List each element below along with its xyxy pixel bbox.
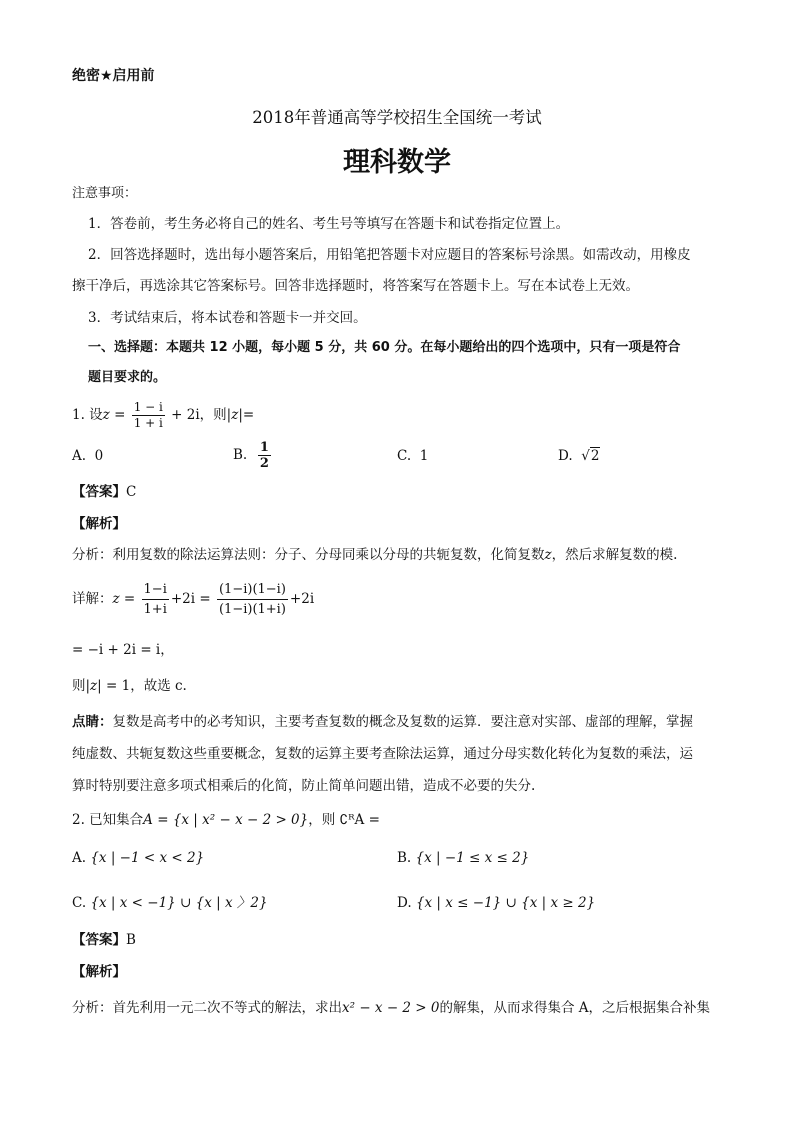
q1-comment-tag: 点睛： <box>72 714 113 730</box>
q1-comment-line3: 算时特别要注意多项式相乘后的化简，防止简单问题出错，造成不必要的失分. <box>72 778 536 794</box>
exam-title: 2018年普通高等学校招生全国统一考试 <box>252 108 542 127</box>
q2-analysis-tag: 【解析】 <box>72 964 126 980</box>
q1-step2: = −i + 2i = i， <box>72 642 174 658</box>
q2-prefix: 2. 已知集合 <box>72 812 144 828</box>
q1-detail-frac1-den: 1+i <box>143 602 167 617</box>
q1-option-b <box>233 440 273 471</box>
q1-answer-tag: 【答案】 <box>72 484 126 500</box>
q1-answer-value: C <box>126 484 137 500</box>
secret-label: 绝密★启用前 <box>72 68 155 84</box>
q1-step3-tail: = 1，故选 c. <box>101 678 187 694</box>
q2-option-a-value: {x | −1 < x < 2} <box>90 850 205 866</box>
q1-frac-num: 1 − i <box>133 400 163 414</box>
q1-option-a <box>72 446 103 466</box>
q2-analysis-tail: 的解集，从而求得集合 A，之后根据集合补集 <box>439 1000 711 1016</box>
q1-detail-plus1: +2i = <box>170 591 215 607</box>
note-item-1: 1．答卷前，考生务必将自己的姓名、考生号等填写在答题卡和试卷指定位置上。 <box>88 216 570 232</box>
q1-analysis-tag: 【解析】 <box>72 516 126 532</box>
question-2 <box>72 810 380 830</box>
note-item-3: 3．考试结束后，将本试卷和答题卡一并交回。 <box>88 310 367 326</box>
q2-tail: ，则 ∁ᴿA = <box>308 812 380 828</box>
q1-detail-eq: = <box>119 591 140 607</box>
q1-comment-line2: 纯虚数、共轭复数这些重要概念，复数的运算主要考查除法运算，通过分母实数化转化为复数的乘法，运 <box>72 746 693 762</box>
q1-detail-frac2-num: (1−i)(1−i) <box>217 580 288 600</box>
section-heading-line2: 题目要求的。 <box>88 370 167 385</box>
q1-option-b-label: B. <box>233 447 248 463</box>
q1-comment-line1 <box>72 712 693 732</box>
q2-option-c-value: {x | x < −1} ∪ {x | x 〉2} <box>90 895 268 911</box>
q1-detail-z: z <box>112 591 120 607</box>
q1-option-c-value: 1 <box>419 448 429 464</box>
q1-option-d-sqrt: √2 <box>581 448 600 464</box>
q1-fraction <box>132 400 165 431</box>
q1-step3 <box>72 676 187 696</box>
note-item-2-cont: 擦干净后，再选涂其它答案标号。回答非选择题时，将答案写在答题卡上。写在本试卷上无效。 <box>72 278 639 294</box>
q1-analysis <box>72 545 677 565</box>
q1-option-a-label: A. <box>72 448 87 464</box>
q2-analysis <box>72 998 710 1018</box>
q1-abs: |z| <box>226 407 243 423</box>
q1-option-b-num: 1 <box>259 440 269 455</box>
q1-option-c <box>397 446 428 466</box>
q2-answer-tag: 【答案】 <box>72 932 126 948</box>
q2-option-c <box>72 893 268 913</box>
q1-answer <box>72 482 136 502</box>
q1-detail-frac2-den: (1−i)(1+i) <box>218 602 286 617</box>
q1-detail-frac1-num: 1−i <box>142 580 169 600</box>
question-1 <box>72 400 254 431</box>
q2-option-d-label: D. <box>397 895 412 911</box>
q2-option-d-value: {x | x ≤ −1} ∪ {x | x ≥ 2} <box>415 895 596 911</box>
q1-step3-prefix: 则 <box>72 678 86 694</box>
q1-var-z: z <box>102 407 110 423</box>
q1-option-b-fraction <box>258 440 271 471</box>
q1-detail-plus2: +2i <box>289 591 315 607</box>
q1-option-d-radicand: 2 <box>590 448 600 464</box>
q2-option-b-label: B. <box>397 850 412 866</box>
q1-detail-prefix: 详解： <box>72 591 113 607</box>
q1-step3-abs: |z| <box>85 678 102 694</box>
q2-analysis-ineq: x² − x − 2 > 0 <box>342 1000 440 1016</box>
q2-option-c-label: C. <box>72 895 87 911</box>
q2-answer <box>72 930 136 950</box>
note-item-2: 2．回答选择题时，选出每小题答案后，用铅笔把答题卡对应题目的答案标号涂黑。如需改动，用橡皮 <box>88 247 691 263</box>
q2-option-a <box>72 848 204 868</box>
q2-answer-value: B <box>126 932 136 948</box>
q1-comment-text-1: 复数是高考中的必考知识，主要考查复数的概念及复数的运算．要注意对实部、虚部的理解，掌握 <box>112 714 693 730</box>
q1-frac-den: 1 + i <box>133 416 163 430</box>
subject-title: 理科数学 <box>343 147 451 178</box>
q1-analysis-text: 分析：利用复数的除法运算法则：分子、分母同乘以分母的共轭复数，化简复数 <box>72 547 545 563</box>
q2-option-b <box>397 848 529 868</box>
q2-analysis-prefix: 分析：首先利用一元二次不等式的解法，求出 <box>72 1000 342 1016</box>
q2-option-b-value: {x | −1 ≤ x ≤ 2} <box>415 850 530 866</box>
q2-option-a-label: A. <box>72 850 87 866</box>
section-heading-line1: 一、选择题：本题共 12 小题，每小题 5 分，共 60 分。在每小题给出的四个选项中，只有一项是符合 <box>88 340 681 355</box>
q1-detail-frac1 <box>142 580 169 619</box>
q1-analysis-z: z <box>544 547 552 563</box>
q1-detail <box>72 580 314 619</box>
q1-option-c-label: C. <box>397 448 412 464</box>
q1-plus: + 2i，则 <box>166 407 227 423</box>
q1-prefix: 1. 设 <box>72 407 103 423</box>
q1-option-a-value: 0 <box>94 448 104 464</box>
q1-option-d <box>558 446 600 466</box>
q1-option-d-label: D. <box>558 448 573 464</box>
q1-tail: = <box>242 407 255 423</box>
q1-eq: = <box>109 407 130 423</box>
q1-detail-frac2 <box>217 580 288 619</box>
q1-option-b-den: 2 <box>259 456 269 471</box>
q2-option-d <box>397 893 595 913</box>
q2-set-a: A = {x | x² − x − 2 > 0} <box>143 812 309 828</box>
q1-analysis-tail: ，然后求解复数的模. <box>551 547 678 563</box>
notes-heading: 注意事项： <box>72 186 138 201</box>
